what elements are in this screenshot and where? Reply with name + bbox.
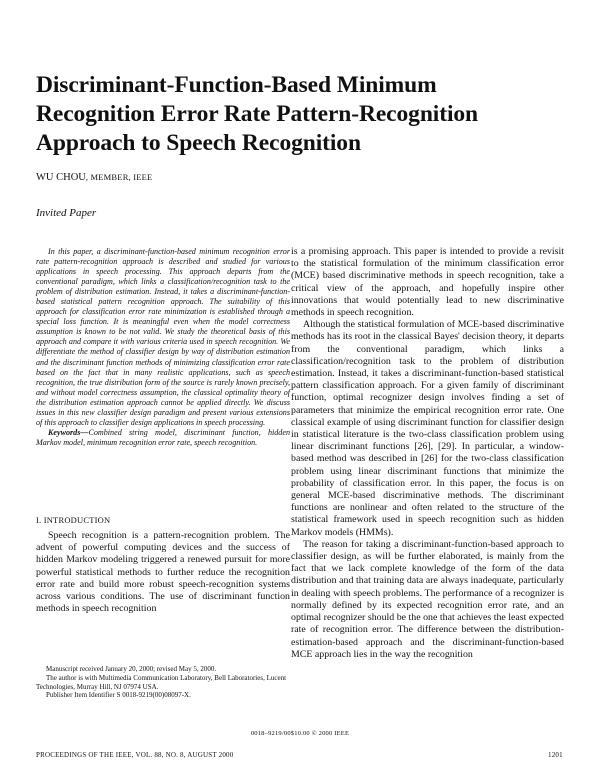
journal-footer: PROCEEDINGS OF THE IEEE, VOL. 88, NO. 8, AUGUST 2000 [36, 751, 234, 759]
keywords [36, 428, 290, 448]
keywords-text: Combined string model, discriminant function, hidden Markov model, minimum recognition error rate, speech recognition. [36, 427, 290, 447]
footnote: Publisher Item Identifier S 0018-9219(00)08097-X. [46, 691, 191, 700]
abstract-text: In this paper, a discriminant-function-based minimum recognition error rate pattern-recognition approach is described and studied for various applications in speech processing. This approach departs from the conventional paradigm, which links a classification/recognition task to the problem of distribution estimation. Instead, it takes a discriminant-function-based statistical pattern recognition approach. The suitability of this approach for classification error rate minimization is established through a special loss function. It is meaningful even when the model correctness assumption is known to be not valid. We study the theoretical basis of this approach and compare it with various criteria used in speech recognition. We differentiate the method of classifier design by way of distribution estimation and the discriminant function methods of minimizing classification error rate based on the fact that in many realistic applications, such as speech recognition, the true distribution form of the source is rarely known precisely, and without model correctness assumption, the classical optimality theory of the distribution estimation approach cannot be applied directly. We discuss issues in this new classifier design paradigm and present various extensions of this approach to classifier design applications in speech processing. [36, 247, 290, 427]
title-line: Recognition Error Rate Pattern-Recognition [36, 101, 478, 127]
section-number: I. [36, 515, 44, 525]
footnote: Manuscript received January 20, 2000; revised May 5, 2000. [46, 665, 217, 673]
title-line: Discriminant-Function-Based Minimum [36, 72, 437, 98]
body-paragraph: The reason for taking a discriminant-function-based approach to classifier design, as will be further elaborated, is mainly from the fact that we lack complete knowledge of the form of the data distribution and that training data are always inadequate, particularly in dealing with speech problems. The performance of a recognizer is normally defined by its expected recognition error rate, and an optimal recognizer should be the one that achieves the least expected rate of recognition error. The difference between the distribution-estimation-based approach and the discriminant-function-based MCE approach lies in the way the recognition [291, 538, 564, 660]
author-line [36, 172, 152, 183]
paper-title [36, 71, 556, 158]
body-paragraph: is a promising approach. This paper is intended to provide a revisit to the statistical formulation of the minimum classification error (MCE) based discriminative methods in speech recognition, take a critical view of the approach, and hopefully inspire other innovations that would potentially lead to new discriminative methods in speech recognition. [291, 246, 564, 319]
intro-paragraph: Speech recognition is a pattern-recognition problem. The advent of powerful computing devices and the success of hidden Markov modeling triggered a renewed pursuit for more powerful statistical methods to further reduce the recognition error rate and build more robust speech-recognition systems across various conditions. The use of discriminant function methods in speech recognition [36, 530, 290, 615]
section-heading [36, 515, 110, 525]
abstract-block [36, 247, 290, 448]
body-paragraph: Although the statistical formulation of MCE-based discriminative methods has its root in the classical Bayes' decision theory, it departs from the conventional paradigm, which links a classification/recognition task to the problem of distribution estimation. Instead, it takes a discriminant-function-based statistical pattern classification approach. For a given family of discriminant function, optimal recognizer design involves finding a set of parameters that minimize the empirical recognition error rate. One classical example of using discriminant function for classifier design in statistical literature is the two-class classification problem using linear discriminant functions [26], [29]. In particular, a window-based method was described in [26] for the two-class classification problem using linear discriminant functions that minimize the probability of classification error. In this paper, the focus is on general MCE-based discriminative methods. The discriminant functions are nonlinear and often related to the structure of the statistical framework used in speech recognition such as hidden Markov models (HMMs). [291, 319, 564, 538]
right-column [291, 246, 564, 661]
footnotes [36, 665, 290, 700]
author-affiliation: , MEMBER, IEEE [85, 172, 153, 182]
page-number: 1201 [548, 751, 563, 759]
section-title: INTRODUCTION [43, 515, 111, 525]
copyright-line: 0018–9219/00$10.00 © 2000 IEEE [250, 730, 350, 737]
invited-paper-label: Invited Paper [36, 207, 97, 219]
author-name: WU CHOU [36, 172, 86, 183]
title-line: Approach to Speech Recognition [36, 130, 361, 156]
footnote: The author is with Multimedia Communication Laboratory, Bell Laboratories, Lucent Technologies, Murray Hill, NJ 07974 USA. [36, 673, 287, 691]
keywords-label: Keywords— [48, 427, 89, 437]
